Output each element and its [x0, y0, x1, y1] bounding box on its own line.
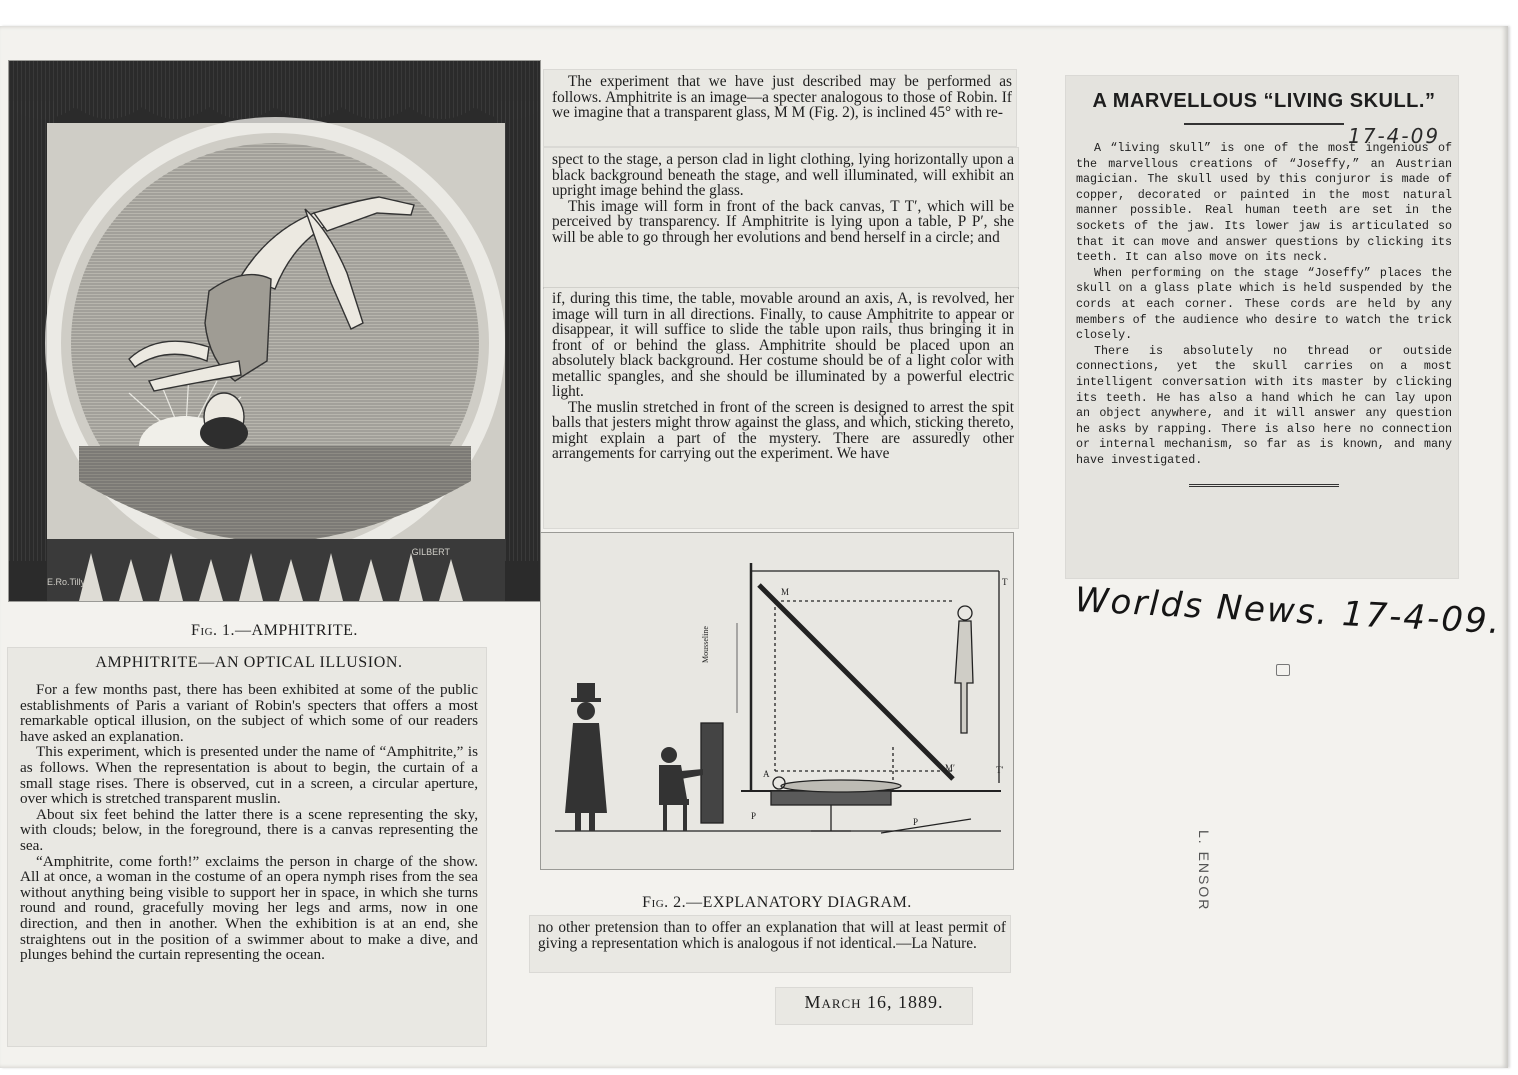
article-paragraph: This experiment, which is presented under the name of “Amphitrite,” is as follows. When the representation is about to begin, the curtain of a small stage rises. There is observed, cut in a screen, a circular aperture, over which is stretched transparent muslin. [20, 743, 478, 808]
column-2-text: The experiment that we have just described may be performed as follows. Amphitrite is an image—a specter analogous to those of Robin. If we imagine that a transparent glass, M M (Fig. 2), is inclined 45° with re- [552, 73, 1012, 121]
column-2-text: no other pretension than to offer an explanation that will at least permit of giving a representation which is analogous if not identical.—La Nature. [538, 919, 1006, 952]
bottom-rule [1189, 484, 1339, 487]
small-mark-icon [1276, 664, 1290, 676]
diagram-label-muslin: Mousseline [701, 626, 710, 663]
skull-paragraph: When performing on the stage “Joseffy” places the skull on a glass plate which is held suspended by the cords at each corner. These cords are held by any members of the audience who desire to watch the trick closely. [1076, 265, 1452, 343]
article-paragraph: About six feet behind the latter there is a scene representing the sky, with clouds; below, in the foreground, there is a canvas representing the sea. [20, 805, 478, 854]
handwritten-date: 17-4-09 [1348, 124, 1441, 148]
living-skull-article [1066, 76, 1458, 578]
figure-1-caption: Fig. 1.—AMPHITRITE. [191, 622, 358, 639]
column-2-part-2 [544, 148, 1018, 288]
diagram-label-a: A [763, 769, 770, 779]
article-paragraph: “Amphitrite, come forth!” exclaims the person in charge of the show. All at once, a woman in the costume of an opera nymph rises from the sea without anything being visible to support her in space, in which she turns round and round, gracefully moving her legs and arms, now in one direction, and then in another. When the exhibition is at an end, she straightens out in the position of a swimmer about to make a dive, and plunges behind the curtain representing the ocean. [20, 852, 478, 964]
amphitrite-illustration [9, 61, 541, 602]
handwritten-source-note: Worlds News. 17-4-09. [1073, 580, 1503, 643]
diagram-label-m: M [781, 587, 790, 597]
figure-2-caption: Fig. 2.—EXPLANATORY DIAGRAM. [642, 894, 912, 911]
column-2-part-4 [530, 916, 1010, 972]
figure-1-artist-right: GILBERT [411, 547, 450, 557]
column-2-text: The muslin stretched in front of the screen is designed to arrest the spit balls that jesters might throw against the glass, and which, sticking thereto, might explain a part of the mystery. There are assuredly other arrangements for carrying out the experiment. We have [552, 398, 1014, 462]
column-2-text: spect to the stage, a person clad in light clothing, lying horizontally upon a black background beneath the stage, and well illuminated, will exhibit an upright image behind the glass. [552, 151, 1014, 199]
amphitrite-article [8, 648, 486, 1046]
skull-title: A MARVELLOUS “LIVING SKULL.” [1092, 90, 1436, 112]
ensor-stamp: L. ENSOR [1196, 830, 1212, 912]
column-2-text: This image will form in front of the back canvas, T T′, which will be perceived by transparency. If Amphitrite is lying upon a table, P P′, she will be able to go through her evolutions and bend herself in a circle; and [552, 197, 1014, 246]
article-paragraph: For a few months past, there has been exhibited at some of the public establishments of Paris a variant of Robin's specters that offers a most remarkable optical illusion, on the subject of which some of our readers have asked an explanation. [20, 681, 478, 745]
diagram-label-t-prime: T′ [996, 765, 1004, 775]
date-slip [776, 988, 972, 1024]
publication-date: March 16, 1889. [804, 992, 944, 1012]
column-2-part-3 [544, 288, 1018, 528]
diagram-label-p-prime: P [913, 817, 919, 827]
figure-1-engraving [8, 60, 541, 602]
column-2-text: if, during this time, the table, movable around an axis, A, is revolved, her image will turn in all directions. Finally, to cause Amphitrite to appear or disappear, it will suffice to slide the table upon rails, thus bringing it in front of or behind the glass. Amphitrite should be placed upon an absolutely black background. Her costume should be of a light color with metallic spangles, and she should be illuminated by a powerful electric light. [552, 290, 1014, 400]
figure-2-diagram [540, 532, 1014, 870]
diagram-label-t: T [1002, 577, 1008, 587]
explanatory-diagram [541, 533, 1014, 870]
diagram-label-p: P [751, 811, 757, 821]
diagram-label-m-prime: M′ [945, 763, 955, 773]
article-title: AMPHITRITE—AN OPTICAL ILLUSION. [95, 654, 403, 671]
skull-paragraph: A “living skull” is one of the most ingenious of the marvellous creations of “Joseffy,” an Austrian magician. The skull used by this conjuror is made of copper, decorated or painted in the most natural manner possible. Real human teeth are set in the sockets of the jaw. Its lower jaw is articulated so that it can move and answer questions by clicking its teeth. It can also move on its neck. [1076, 141, 1452, 265]
figure-1-artist-left: E.Ro.Tilly [47, 577, 86, 587]
skull-paragraph: There is absolutely no thread or outside connections, yet the skull carries on a most intelligent conversation with its master by clicking its teeth. He has also a hand which he can lay upon an object anywhere, and it will answer any question he asks by rapping. There is also here no connection or internal mechanism, so far as is known, and many have investigated. [1076, 343, 1452, 467]
column-2-part-1 [544, 70, 1016, 146]
